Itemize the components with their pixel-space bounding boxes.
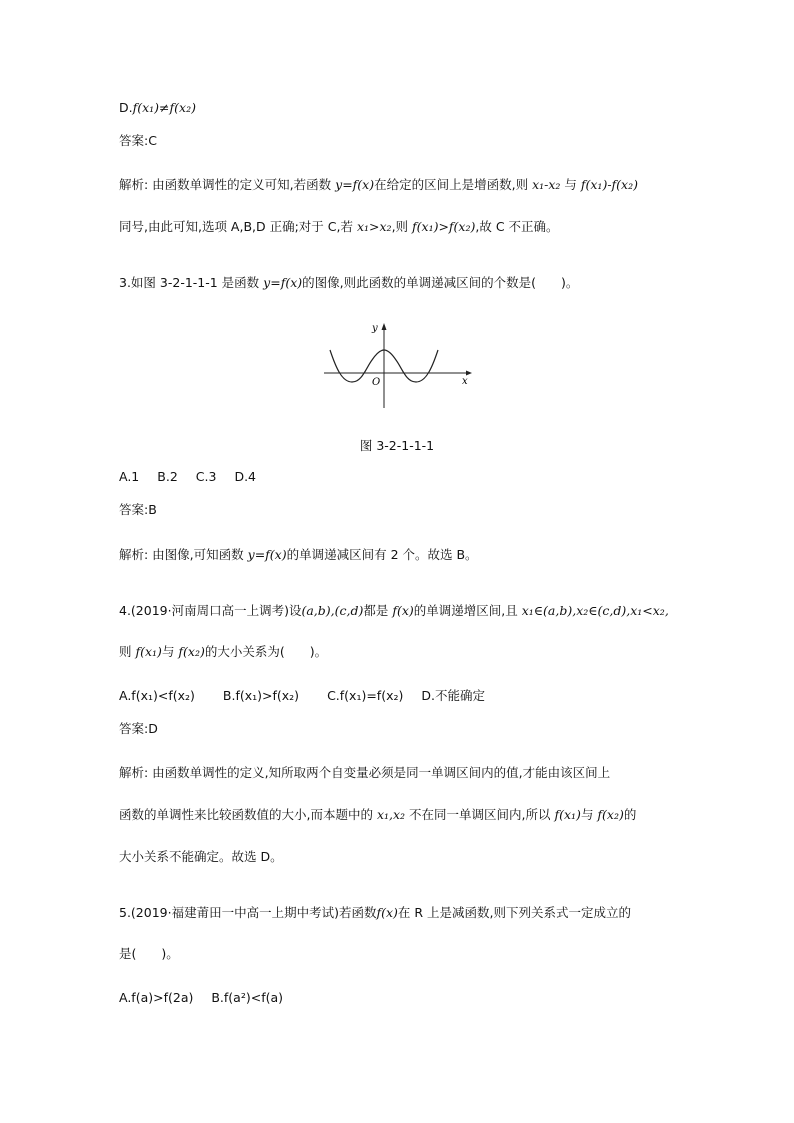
analysis-q4-line3: 大小关系不能确定。故选 D。	[119, 849, 283, 864]
text: 的	[623, 807, 637, 822]
analysis-q2-line1	[119, 177, 638, 193]
option-b: B.f(a²)<f(a)	[211, 990, 284, 1005]
question-4-stem-line2	[119, 644, 327, 660]
question-5-options	[119, 990, 283, 1006]
question-5-stem-line1	[119, 905, 631, 921]
text: 的图像,则此函数的单调递减区间的个数是( )。	[302, 275, 579, 290]
question-5-stem-line2: 是( )。	[119, 946, 179, 961]
option-b: B.f(x₁)>f(x₂)	[222, 688, 300, 703]
text: 5.(2019·福建莆田一中高一上期中考试)若函数	[119, 905, 377, 920]
text: 在给定的区间上是增函数,则	[374, 177, 533, 192]
text: 的大小关系为( )。	[204, 644, 328, 659]
option-a: A.f(a)>f(2a)	[119, 990, 194, 1005]
math-expression: f(x₁)>f(x₂)	[412, 219, 476, 234]
option-d: D.4	[234, 469, 256, 484]
text: 都是	[363, 603, 393, 618]
math-expression: y=f(x)	[247, 547, 287, 562]
math-expression: x₁>x₂	[356, 219, 392, 234]
option-c: C.3	[195, 469, 217, 484]
y-axis-arrow-icon	[382, 323, 387, 330]
option-b: B.2	[157, 469, 178, 484]
option-a: A.f(x₁)<f(x₂)	[119, 688, 195, 703]
text: 3.如图 3-2-1-1-1 是函数	[119, 275, 264, 290]
text: 与	[580, 807, 598, 822]
analysis-q2-line2	[119, 219, 559, 235]
math-expression: f(x₁)	[554, 807, 581, 822]
math-expression: f(x₁)-f(x₂)	[580, 177, 638, 192]
text: 的单调递增区间,且	[413, 603, 522, 618]
text: 4.(2019·河南周口高一上调考)设	[119, 603, 302, 618]
answer-q3: 答案:B	[119, 502, 157, 517]
text: ,则	[391, 219, 413, 234]
math-expression: f(x₂)	[597, 807, 624, 822]
figure-caption: 图 3-2-1-1-1	[359, 438, 435, 453]
math-expression: x₁∈(a,b),x₂∈(c,d),x₁<x₂,	[521, 603, 669, 618]
x-axis-arrow-icon	[466, 371, 472, 376]
option-label: D.	[119, 100, 133, 115]
text: 在 R 上是减函数,则下列关系式一定成立的	[397, 905, 632, 920]
question-4-stem-line1	[119, 603, 669, 619]
math-expression: f(x)	[376, 905, 398, 920]
y-axis-label: y	[372, 323, 378, 334]
analysis-q4-line2	[119, 807, 636, 823]
text: 解析: 由图像,可知函数	[119, 547, 248, 562]
text: 与	[161, 644, 179, 659]
question-3-stem	[119, 275, 578, 291]
math-expression: x₁,x₂	[376, 807, 406, 822]
text: 解析: 由函数单调性的定义可知,若函数	[119, 177, 336, 192]
text: ,故 C 不正确。	[475, 219, 559, 234]
question-4-options	[119, 688, 485, 704]
analysis-q3	[119, 547, 478, 563]
option-d	[119, 100, 196, 116]
math-expression: f(x₁)	[135, 644, 162, 659]
math-expression: f(x₁)≠f(x₂)	[132, 100, 196, 115]
question-3-options	[119, 469, 256, 485]
answer-q4: 答案:D	[119, 721, 158, 736]
text: 不在同一单调区间内,所以	[405, 807, 555, 822]
analysis-q4-line1: 解析: 由函数单调性的定义,知所取两个自变量必须是同一单调区间内的值,才能由该区间上	[119, 765, 611, 780]
math-expression: y=f(x)	[263, 275, 303, 290]
math-expression: (a,b),(c,d)	[301, 603, 364, 618]
origin-label: O	[372, 377, 381, 388]
option-c: C.f(x₁)=f(x₂)	[327, 688, 404, 703]
text: 同号,由此可知,选项 A,B,D 正确;对于 C,若	[119, 219, 357, 234]
text: 与	[560, 177, 581, 192]
math-expression: y=f(x)	[335, 177, 375, 192]
x-axis-label: x	[462, 376, 468, 387]
function-graph-figure	[320, 318, 480, 418]
math-expression: x₁-x₂	[532, 177, 561, 192]
math-expression: f(x)	[392, 603, 414, 618]
answer-q2: 答案:C	[119, 133, 157, 148]
text: 则	[119, 644, 136, 659]
option-d: D.不能确定	[421, 688, 485, 703]
text: 的单调递减区间有 2 个。故选 B。	[286, 547, 478, 562]
text: 函数的单调性来比较函数值的大小,而本题中的	[119, 807, 377, 822]
option-a: A.1	[119, 469, 140, 484]
math-expression: f(x₂)	[178, 644, 205, 659]
